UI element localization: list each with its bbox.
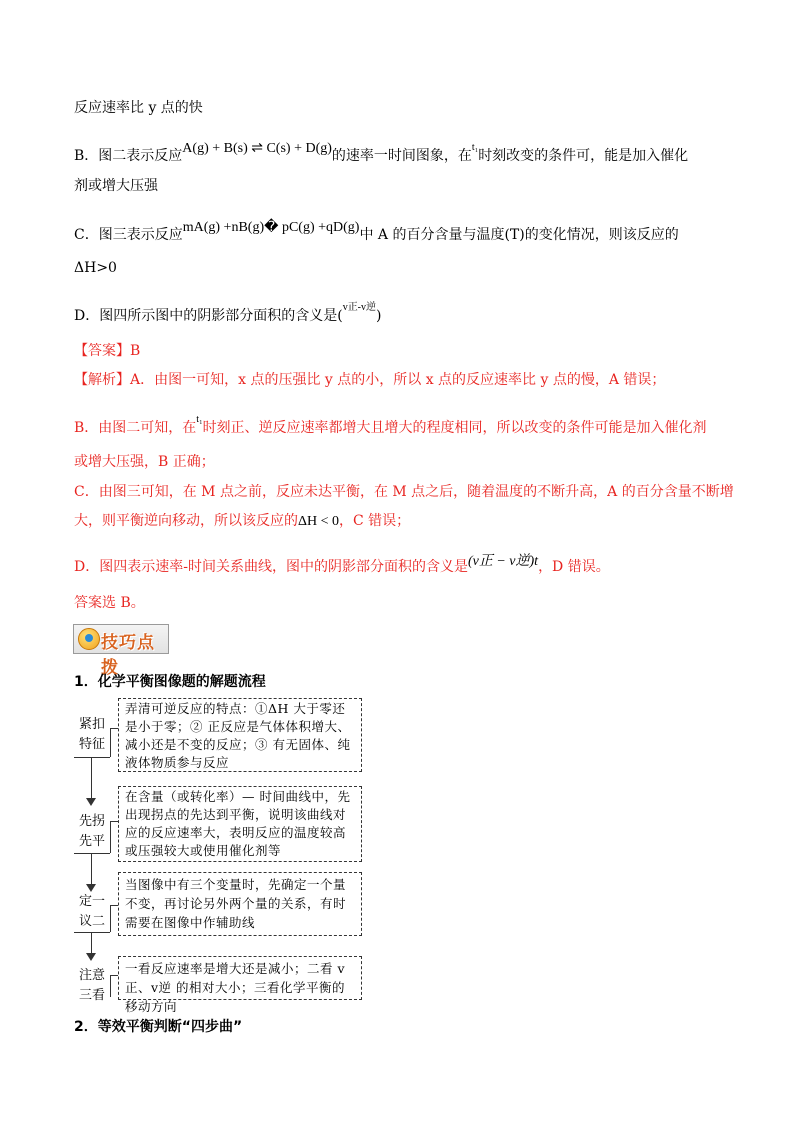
option-d-line bbox=[74, 298, 382, 326]
answer-label: 【答案】B bbox=[74, 343, 141, 359]
option-c-line2: ΔH>0 bbox=[74, 260, 117, 276]
option-d-formula: v正-v逆 bbox=[342, 302, 377, 313]
analysis-d-formula: (v正 − v逆)t bbox=[467, 554, 539, 569]
option-b-t1: t₁ bbox=[471, 142, 479, 153]
analysis-d-prefix: D．图四表示速率-时间关系曲线，图中的阴影部分面积的含义是 bbox=[74, 559, 468, 575]
final-answer: 答案选 B。 bbox=[74, 595, 145, 611]
step3-box: 当图像中有三个变量时，先确定一个量不变，再讨论另外两个量的关系，有时需要在图像中作辅助线 bbox=[118, 872, 362, 936]
analysis-d-suffix: ，D 错误。 bbox=[538, 559, 610, 575]
badge-icon bbox=[78, 628, 100, 650]
option-b-prefix: B．图二表示反应 bbox=[74, 148, 183, 164]
analysis-b-t1: t₁ bbox=[196, 414, 203, 425]
step2-label: 先拐 先平 bbox=[78, 814, 105, 849]
step4-label: 注意 三看 bbox=[78, 968, 105, 1003]
analysis-c-line1: C．由图三可知，在 M 点之前，反应未达平衡，在 M 点之后，随着温度的不断升高，A 的百分含量不断增 bbox=[74, 484, 734, 500]
analysis-c-prefix: 大，则平衡逆向移动，所以该反应的 bbox=[74, 513, 298, 529]
analysis-c-suffix: ，C 错误； bbox=[339, 513, 411, 529]
option-d-prefix: D．图四所示图中的阴影部分面积的含义是( bbox=[74, 308, 343, 324]
step4-box: 一看反应速率是增大还是减小；二看 v正、v逆 的相对大小；三看化学平衡的移动方向 bbox=[118, 956, 362, 1000]
step2-box: 在含量（或转化率）— 时间曲线中，先出现拐点的先达到平衡，说明该曲线对应的反应速率大，表明反应的温度较高或压强较大或使用催化剂等 bbox=[118, 786, 362, 862]
step3-label: 定一 议二 bbox=[78, 894, 105, 929]
tips-badge bbox=[73, 624, 169, 678]
option-d-suffix: ) bbox=[376, 308, 382, 324]
option-c-suffix: 中 A 的百分含量与温度(T)的变化情况，则该反应的 bbox=[359, 227, 679, 243]
option-b-line2: 剂或增大压强 bbox=[74, 178, 158, 194]
analysis-a: 【解析】A．由图一可知，x 点的压强比 y 点的小，所以 x 点的反应速率比 y 点的慢，A 错误； bbox=[74, 372, 666, 388]
step1-box: 弄清可逆反应的特点：①ΔH 大于零还是小于零；② 正反应是气体体积增大、减小还是不变的反应；③ 有无固体、纯液体物质参与反应 bbox=[118, 698, 362, 772]
option-c-formula: mA(g) +nB(g)� pC(g) +qD(g) bbox=[182, 220, 360, 235]
option-b-formula: A(g) + B(s) ⇌ C(s) + D(g) bbox=[182, 141, 332, 156]
analysis-b-prefix: B．由图二可知，在 bbox=[74, 420, 197, 436]
option-c-prefix: C．图三表示反应 bbox=[74, 227, 183, 243]
analysis-d-line bbox=[74, 552, 610, 577]
option-a-tail: 反应速率比 y 点的快 bbox=[74, 100, 203, 116]
option-c-line1 bbox=[74, 218, 679, 245]
analysis-b-line2: 或增大压强，B 正确； bbox=[74, 454, 215, 470]
option-b-line1 bbox=[74, 138, 688, 166]
badge-text: 技巧点拨 bbox=[101, 633, 155, 678]
option-b-suffix: 时刻改变的条件可，能是加入催化 bbox=[478, 148, 689, 164]
analysis-b-suffix: 时刻正、逆反应速率都增大且增大的程度相同，所以改变的条件可能是加入催化剂 bbox=[202, 420, 707, 436]
analysis-c-formula: ΔH < 0 bbox=[298, 514, 340, 529]
section2-title: 2．等效平衡判断“四步曲” bbox=[74, 1019, 243, 1035]
section1-title: 1．化学平衡图像题的解题流程 bbox=[74, 674, 266, 690]
step1-label: 紧扣 特征 bbox=[78, 717, 105, 752]
analysis-c-line2 bbox=[74, 511, 410, 532]
analysis-b-line1 bbox=[74, 410, 707, 438]
option-b-middle: 的速率一时间图象，在 bbox=[331, 148, 472, 164]
